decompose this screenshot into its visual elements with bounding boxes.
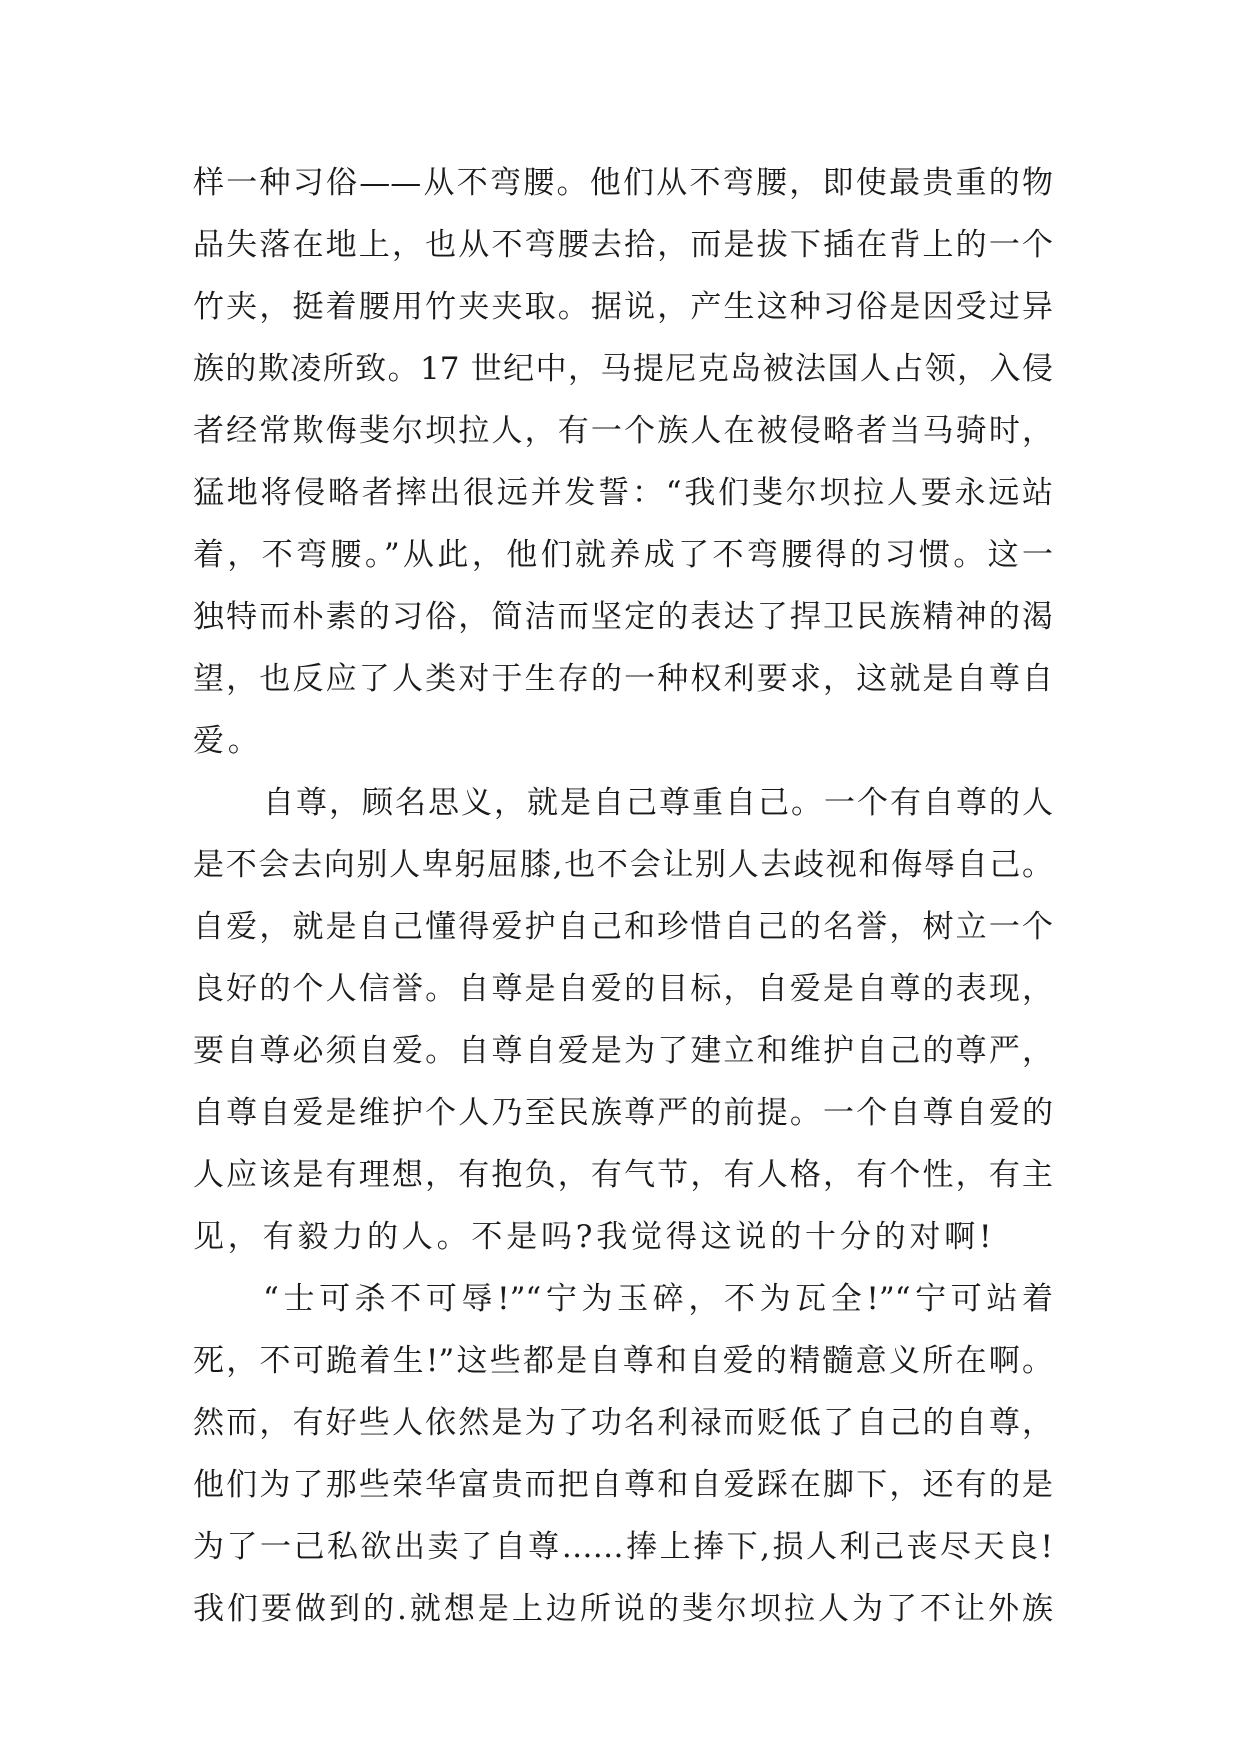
text-line: 自尊，顾名思义，就是自己尊重自己。一个有自尊的人 xyxy=(263,785,1053,821)
text-line: 我们要做到的.就想是上边所说的斐尔坝拉人为了不让外族 xyxy=(193,1591,1053,1627)
text-line: 族的欺凌所致。17 世纪中，马提尼克岛被法国人占领，入侵 xyxy=(193,351,1053,387)
text-line: 死，不可跪着生!”这些都是自尊和自爱的精髓意义所在啊。 xyxy=(193,1343,1053,1379)
text-line: 他们为了那些荣华富贵而把自尊和自爱踩在脚下，还有的是 xyxy=(193,1467,1053,1503)
text-line: 独特而朴素的习俗，简洁而坚定的表达了捍卫民族精神的渴 xyxy=(193,599,1053,635)
text-line: 品失落在地上，也从不弯腰去拾，而是拔下插在背上的一个 xyxy=(193,227,1053,263)
text-line: 猛地将侵略者摔出很远并发誓：“我们斐尔坝拉人要永远站 xyxy=(193,475,1053,511)
text-line: 着，不弯腰。”从此，他们就养成了不弯腰得的习惯。这一 xyxy=(193,537,1053,573)
text-line: 自尊自爱是维护个人乃至民族尊严的前提。一个自尊自爱的 xyxy=(193,1095,1053,1131)
text-line: 竹夹，挺着腰用竹夹夹取。据说，产生这种习俗是因受过异 xyxy=(193,289,1053,325)
text-line: 人应该是有理想，有抱负，有气节，有人格，有个性，有主 xyxy=(193,1157,1053,1193)
text-line: 见，有毅力的人。不是吗?我觉得这说的十分的对啊! xyxy=(193,1219,996,1255)
text-line: 望，也反应了人类对于生存的一种权利要求，这就是自尊自 xyxy=(193,661,1053,697)
text-line: 样一种习俗——从不弯腰。他们从不弯腰，即使最贵重的物 xyxy=(193,165,1053,201)
text-line: 爱。 xyxy=(193,723,263,759)
text-line: 要自尊必须自爱。自尊自爱是为了建立和维护自己的尊严， xyxy=(193,1033,1053,1069)
text-line: 是不会去向别人卑躬屈膝,也不会让别人去歧视和侮辱自己。 xyxy=(193,847,1053,883)
text-line: 然而，有好些人依然是为了功名利禄而贬低了自己的自尊， xyxy=(193,1405,1053,1441)
body-text xyxy=(193,152,1053,1640)
text-line: “士可杀不可辱!”“宁为玉碎，不为瓦全!”“宁可站着 xyxy=(263,1281,1053,1317)
text-line: 者经常欺侮斐尔坝拉人，有一个族人在被侵略者当马骑时， xyxy=(193,413,1053,449)
text-line: 自爱，就是自己懂得爱护自己和珍惜自己的名誉，树立一个 xyxy=(193,909,1053,945)
text-line: 为了一己私欲出卖了自尊……捧上捧下,损人利己丧尽天良! xyxy=(193,1529,1053,1565)
text-line: 良好的个人信誉。自尊是自爱的目标，自爱是自尊的表现， xyxy=(193,971,1053,1007)
